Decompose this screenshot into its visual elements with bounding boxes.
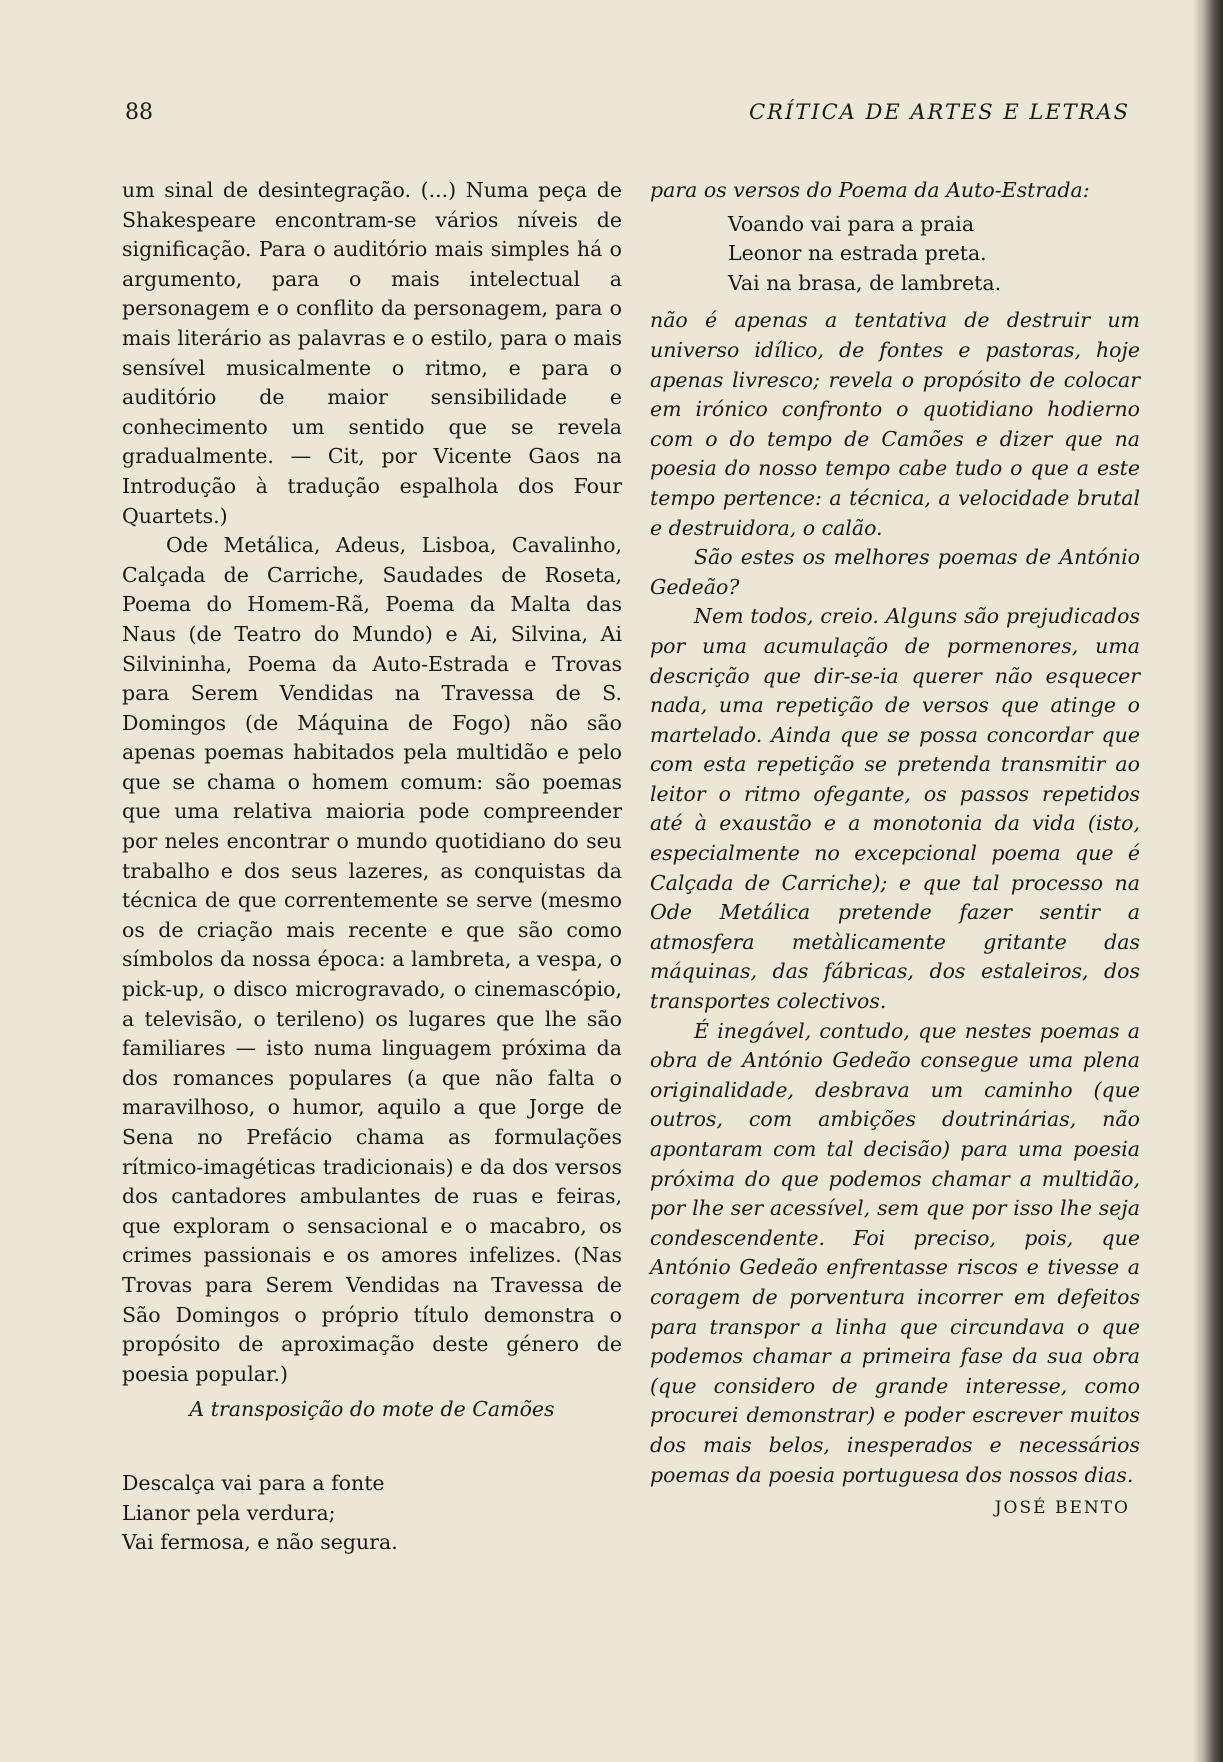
page-number: 88 (125, 100, 153, 125)
verse-line: Vai fermosa, e não segura. (122, 1530, 398, 1555)
verse-line: Leonor na estrada preta. (728, 241, 987, 266)
verse-line: Descalça vai para a fonte (122, 1470, 385, 1495)
paragraph: Ode Metálica, Adeus, Lisboa, Cavalinho, Calçada de Carriche, Saudades de Roseta, Poema do Homem-Rã, Poema da Malta das Naus (de Teatro do Mundo) e Ai, Silvina, Ai Silvininha, Poema da Auto-Estrada e Trovas para Serem Vendidas na Travessa de S. Domingos (de Máquina de Fogo) não são apenas poemas habitados pela multidão e pelo que se chama o homem comum: são poemas que uma relativa maioria pode compreender por neles encontrar o mundo quotidiano do seu trabalho e dos seus lazeres, as conquistas da técnica de que correntemente se serve (mesmo os de criação mais recente e que são como símbolos da nossa época: a lambreta, a vespa, o pick-up, o disco microgravado, o cinemascópio, a televisão, o terileno) os lugares que lhe são familiares — isto numa linguagem próxima da dos romances populares (a que não falta o maravilhoso, o humor, aquilo a que Jorge de Sena no Prefácio chama as formulações rítmico-imagéticas tradicionais) e da dos versos dos cantadores ambulantes de ruas e feiras, que exploram o sensacional e o macabro, os crimes passionais e os amores infelizes. (Nas Trovas para Serem Vendidas na Travessa de São Domingos o próprio título demonstra o propósito de aproximação deste género de poesia popular.) (122, 533, 622, 1386)
paragraph: um sinal de desintegração. (...) Numa peça de Shakespeare encontram-se vários níveis de significação. Para o auditório mais simples há o argumento, para o mais intelectual a personagem e o conflito da personagem, para o mais literário as palavras e o estilo, para o mais sensível musicalmente o ritmo, e para o auditório de maior sensibilidade e conhecimento um sentido que se revela gradualmente. — Cit, por Vicente Gaos na Introdução à tradução espalhola dos Four Quartets.) (122, 178, 622, 528)
left-column (122, 176, 622, 1558)
verse-line: Voando vai para a praia (728, 211, 975, 236)
page-header (125, 100, 1130, 136)
paragraph: para os versos do Poema da Auto-Estrada: (650, 178, 1090, 202)
page-edge-shadow (1193, 0, 1223, 1762)
verse-block (650, 210, 1140, 299)
paragraph: não é apenas a tentativa de destruir um universo idílico, de fontes e pastoras, hoje apenas livresco; revela o propósito de colocar em irónico confronto o quotidiano hodierno com o do tempo de Camões e dizer que na poesia do nosso tempo cabe tudo o que a este tempo pertence: a técnica, a velocidade brutal e destruidora, o calão. (650, 308, 1140, 540)
running-title: CRÍTICA DE ARTES E LETRAS (749, 100, 1130, 124)
verse-line: Lianor pela verdura; (122, 1500, 336, 1525)
author-signature: JOSÉ BENTO (994, 1498, 1130, 1519)
paragraph: Nem todos, creio. Alguns são prejudicados por uma acumulação de pormenores, uma descrição que dir-se-ia querer não esquecer nada, uma repetição de versos que atinge o martelado. Ainda que se possa concordar que com esta repetição se pretenda transmitir ao leitor o ritmo ofegante, os passos repetidos até à exaustão e a monotonia da vida (isto, especialmente no excepcional poema que é Calçada de Carriche); e que tal processo na Ode Metálica pretende fazer sentir a atmosfera metàlicamente gritante das máquinas, das fábricas, dos estaleiros, dos transportes colectivos. (650, 604, 1140, 1014)
right-column (650, 176, 1140, 1524)
paragraph: A transposição do mote de Camões (189, 1397, 555, 1422)
paragraph: É inegável, contudo, que nestes poemas a obra de António Gedeão consegue uma plena originalidade, desbrava um caminho (que outros, com ambições doutrinárias, não apontaram com tal decisão) para uma poesia próxima do que podemos chamar a multidão, por lhe ser acessível, sem que por isso lhe seja condescendente. Foi preciso, pois, que António Gedeão enfrentasse riscos e tivesse a coragem de porventura incorrer em defeitos para transpor a linha que circundava o que podemos chamar a primeira fase da sua obra (que considero de grande interesse, como procurei demonstrar) e poder escrever muitos dos mais belos, inesperados e necessários poemas da poesia portuguesa dos nossos dias. (650, 1018, 1140, 1487)
verse-line: Vai na brasa, de lambreta. (728, 270, 1002, 295)
paragraph: São estes os melhores poemas de António Gedeão? (650, 545, 1140, 599)
